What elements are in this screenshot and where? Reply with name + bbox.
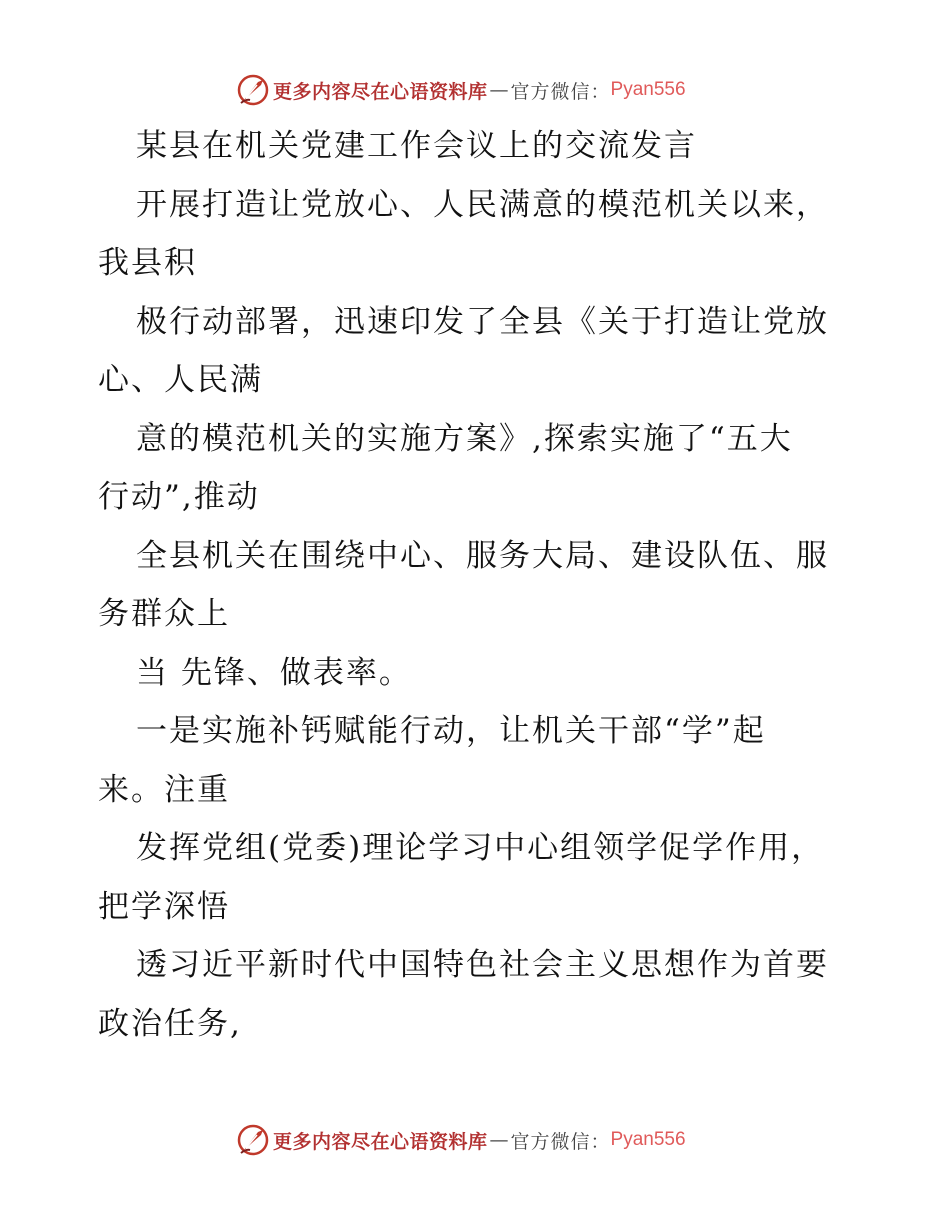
watermark-wechat-id: Pyan556 [610, 79, 686, 100]
text-line: 当 先锋、做表率。 [136, 654, 412, 691]
text-line: 政治任务, [98, 1005, 242, 1042]
text-line: 透习近平新时代中国特色社会主义思想作为首要 [136, 947, 829, 983]
watermark-wechat-label: 官方微信： [510, 80, 611, 103]
text-line: 来。注重 [98, 771, 230, 808]
text-line: 我县积 [98, 245, 197, 281]
document-body [98, 117, 868, 1053]
watermark-site-text: 更多内容尽在心语资料库 [273, 1130, 488, 1153]
text-line: 发挥党组(党委)理论学习中心组领学促学作用， [136, 830, 825, 866]
quill-logo-icon [236, 73, 270, 107]
watermark-dash: — [489, 79, 509, 101]
header-watermark [236, 72, 686, 108]
text-line: 全县机关在围绕中心、服务大局、建设队伍、服 [136, 537, 829, 574]
document-title: 某县在机关党建工作会议上的交流发言 [136, 128, 697, 164]
text-line: 把学深悟 [98, 888, 230, 925]
text-line: 心、人民满 [98, 362, 263, 398]
watermark-wechat-label: 官方微信： [510, 1130, 611, 1153]
text-line: 极行动部署，迅速印发了全县《关于打造让党放 [136, 303, 829, 340]
footer-watermark [236, 1122, 686, 1158]
watermark-wechat-id: Pyan556 [610, 1129, 686, 1150]
text-line: 务群众上 [98, 596, 230, 632]
text-line: 一是实施补钙赋能行动，让机关干部“学”起 [136, 713, 766, 749]
text-line: 行动”,推动 [98, 479, 260, 515]
watermark-site-text: 更多内容尽在心语资料库 [273, 80, 488, 103]
quill-logo-icon [236, 1123, 270, 1157]
watermark-dash: — [489, 1129, 509, 1151]
text-line: 开展打造让党放心、人民满意的模范机关以来， [136, 186, 829, 223]
text-line: 意的模范机关的实施方案》,探索实施了“五大 [136, 420, 793, 457]
